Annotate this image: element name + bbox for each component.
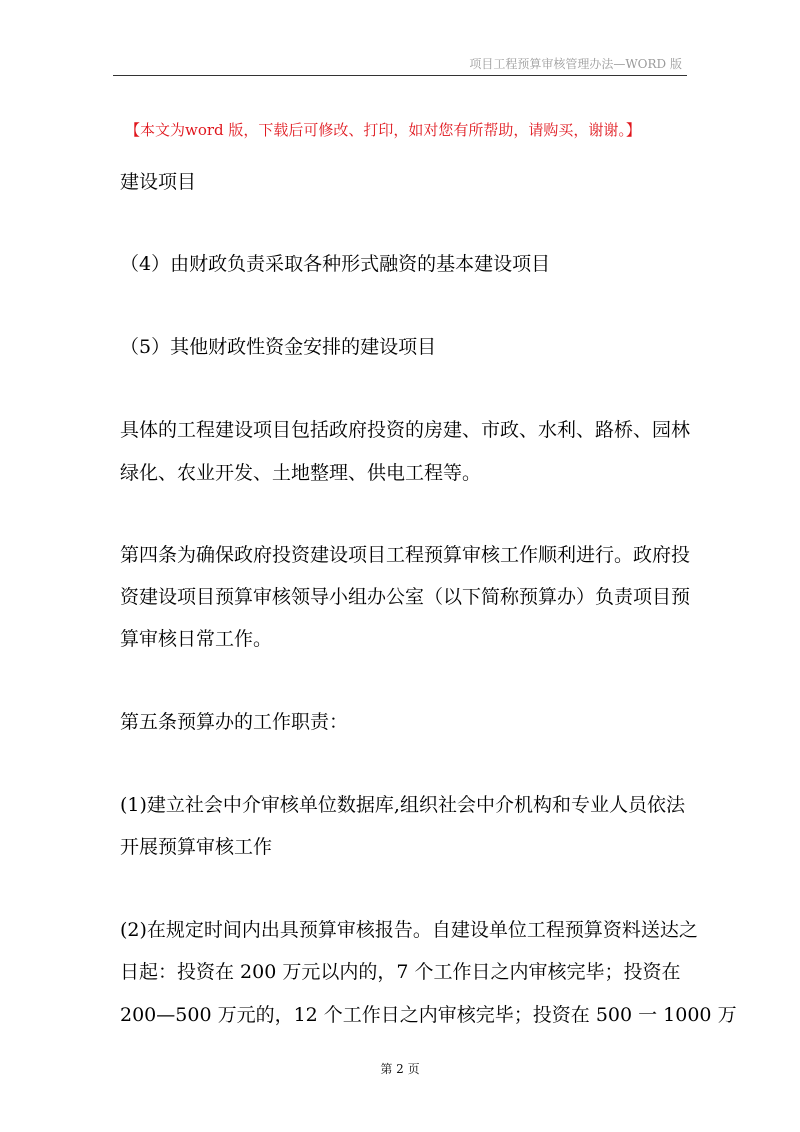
body-line: 开展预算审核工作 [120, 836, 273, 858]
body-line: 日起：投资在 200 万元以内的，7 个工作日之内审核完毕；投资在 [120, 961, 681, 983]
body-line: (1)建立社会中介审核单位数据库,组织社会中介机构和专业人员依法 [120, 794, 685, 816]
body-line: （5）其他财政性资金安排的建设项目 [120, 336, 437, 358]
page-number: 第 2 页 [380, 1062, 420, 1076]
body-line: 第四条为确保政府投资建设项目工程预算审核工作顺利进行。政府投 [120, 544, 691, 566]
header-divider [113, 75, 687, 76]
page-header-title: 项目工程预算审核管理办法—WORD 版 [469, 57, 682, 71]
body-line: 第五条预算办的工作职责： [120, 711, 349, 733]
body-line: 200—500 万元的，12 个工作日之内审核完毕；投资在 500 一 1000 万 [120, 1004, 737, 1026]
red-notice-text: 【本文为word 版，下载后可修改、打印，如对您有所帮助，请购买，谢谢。】 [125, 121, 641, 139]
body-line: 绿化、农业开发、土地整理、供电工程等。 [120, 462, 482, 484]
body-line: 具体的工程建设项目包括政府投资的房建、市政、水利、路桥、园林 [120, 419, 691, 441]
body-line: 算审核日常工作。 [120, 628, 273, 650]
body-line: (2)在规定时间内出具预算审核报告。自建设单位工程预算资料送达之 [120, 919, 698, 941]
body-line: （4）由财政负责采取各种形式融资的基本建设项目 [120, 253, 551, 275]
body-line: 资建设项目预算审核领导小组办公室（以下简称预算办）负责项目预 [120, 586, 691, 608]
body-line: 建设项目 [120, 171, 197, 193]
